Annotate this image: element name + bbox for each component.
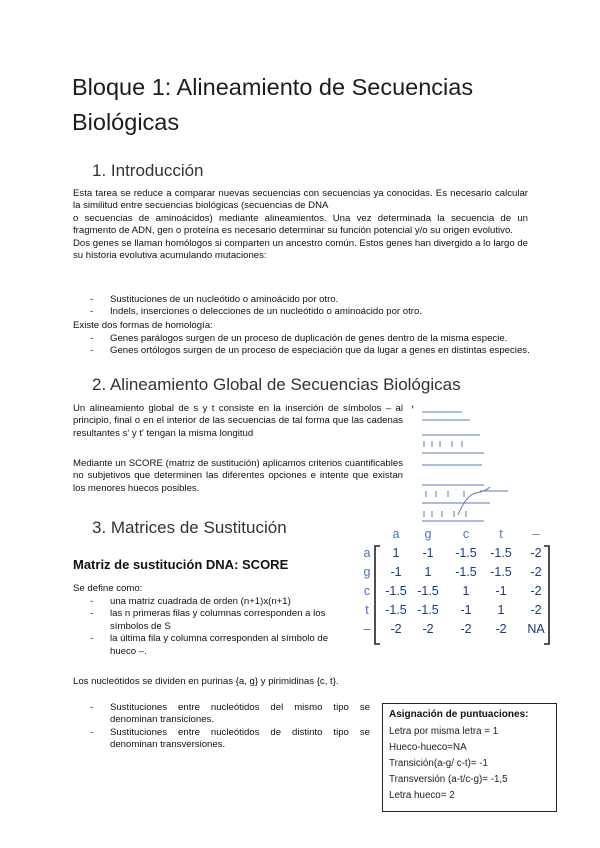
list-item: - la última fila y columna corresponden al símbolo de hueco –.	[90, 633, 345, 658]
matrix-cell: 1	[424, 565, 432, 579]
matrix-cell: -2	[460, 622, 472, 636]
scoring-line: Letra por misma letra = 1	[389, 726, 499, 737]
row-label: t	[365, 603, 369, 617]
matrix-cell: -1.5	[417, 603, 439, 617]
matrix-cell: -1	[460, 603, 472, 617]
matrix-cell: 1	[497, 603, 505, 617]
matrix-row	[376, 584, 560, 602]
matrix-cell: -1.5	[490, 546, 512, 560]
scoring-line: Letra hueco= 2	[389, 790, 455, 801]
list-item: - Sustituciones entre nucleótidos del mismo tipo se denominan transiciones.	[90, 702, 370, 727]
paragraph: Los nucleótidos se dividen en purinas {a, g} y pirimidinas {c, t}.	[73, 676, 339, 687]
list-item: - Indels, inserciones o delecciones de un nucleótido o aminoácido por otro.	[90, 306, 530, 318]
scoring-line: Transversión (a-t/c-g)= -1,5	[389, 774, 508, 785]
row-label: a	[363, 546, 371, 560]
paragraph: o secuencias de aminoácidos) mediante alineamientos. Una vez determinada la secuencia de un fragmento de ADN, gen o proteína es necesario determinar su función potencial y/o su origen evolutivo.	[73, 212, 528, 237]
scoring-line: Transición(a-g/ c-t)= -1	[389, 758, 488, 769]
matrix-cell: -2	[530, 603, 542, 617]
matrix-cell: NA	[527, 622, 545, 636]
row-label: g	[363, 565, 371, 579]
section-2-heading: 2. Alineamiento Global de Secuencias Biológicas	[92, 375, 461, 394]
list-item: - Sustituciones entre nucleótidos de distinto tipo se denominan transversiones.	[90, 727, 370, 752]
col-label: a	[392, 527, 400, 541]
substitution-list	[90, 702, 370, 752]
score-matrix	[360, 527, 560, 647]
list-item: - Sustituciones de un nucleótido o aminoácido por otro.	[90, 294, 530, 306]
matrix-cell: -1.5	[455, 546, 477, 560]
list-item: - una matriz cuadrada de orden (n+1)x(n+1)	[90, 596, 345, 608]
definition-list	[90, 596, 345, 658]
paragraph: Esta tarea se reduce a comparar nuevas secuencias con secuencias ya conocidas. Es necesario calcular la similitud entre secuencias biológicas (secuencias de DNA	[73, 188, 528, 212]
matrix-cell: -1	[390, 565, 402, 579]
matrix-cell: -2	[422, 622, 434, 636]
col-label: c	[462, 527, 470, 541]
matrix-cell: 1	[392, 546, 400, 560]
matrix-row	[376, 546, 560, 564]
col-label: –	[532, 527, 540, 541]
matrix-cell: -1.5	[385, 584, 407, 598]
scoring-line: Hueco-hueco=NA	[389, 742, 467, 753]
section-1-heading: 1. Introducción	[92, 161, 204, 180]
paragraph: Mediante un SCORE (matriz de sustitución) aplicamos criterios cuantificables no subjetivos que determinen las diferentes opciones e intente que existan los menores huecos posibles.	[73, 458, 403, 494]
matrix-cell: -2	[530, 565, 542, 579]
matrix-cell: -2	[495, 622, 507, 636]
matrix-cell: -1.5	[385, 603, 407, 617]
homology-list	[90, 333, 530, 358]
paragraph: Dos genes se llaman homólogos si comparten un ancestro común. Estos genes han divergido a lo largo de su historia evolutiva acumulando mutaciones:	[73, 237, 528, 262]
subheading: Matriz de sustitución DNA: SCORE	[73, 557, 289, 572]
paragraph: Existe dos formas de homología:	[73, 320, 213, 331]
matrix-header-row	[376, 527, 560, 545]
matrix-row	[376, 622, 560, 640]
mutation-list	[90, 294, 530, 319]
row-label: –	[363, 622, 371, 636]
scoring-box-title: Asignación de puntuaciones:	[389, 709, 529, 720]
matrix-row	[376, 565, 560, 583]
row-label: c	[363, 584, 371, 598]
list-item: - Genes parálogos surgen de un proceso de duplicación de genes dentro de la misma especie.	[90, 333, 530, 345]
matrix-cell: 1	[462, 584, 470, 598]
matrix-cell: -2	[530, 584, 542, 598]
section-1-body	[73, 188, 528, 262]
matrix-cell: -1.5	[455, 565, 477, 579]
paragraph: Un alineamiento global de s y t consiste en la inserción de símbolos – al principio, final o en el interior de las secuencias de tal forma que las cadenas resultantes s' y t' tengan la misma longitud	[73, 403, 403, 439]
col-label: g	[424, 527, 432, 541]
alignment-sketch-image	[418, 405, 528, 525]
section-3-heading: 3. Matrices de Sustitución	[92, 518, 287, 537]
paragraph: Se define como:	[73, 583, 143, 594]
matrix-cell: -2	[390, 622, 402, 636]
page-title: Bloque 1: Alineamiento de Secuencias Biológicas	[72, 74, 474, 135]
sketch-mark: ,	[411, 398, 415, 410]
matrix-cell: -1.5	[417, 584, 439, 598]
matrix-cell: -2	[530, 546, 542, 560]
scoring-box	[382, 703, 557, 812]
list-item: - Genes ortólogos surgen de un proceso de especiación que da lugar a genes en distintas especies.	[90, 345, 530, 357]
matrix-cell: -1.5	[490, 565, 512, 579]
matrix-cell: -1	[422, 546, 434, 560]
col-label: t	[499, 527, 503, 541]
matrix-cell: -1	[495, 584, 507, 598]
matrix-row	[376, 603, 560, 621]
list-item: - las n primeras filas y columnas corresponden a los símbolos de S	[90, 608, 345, 633]
